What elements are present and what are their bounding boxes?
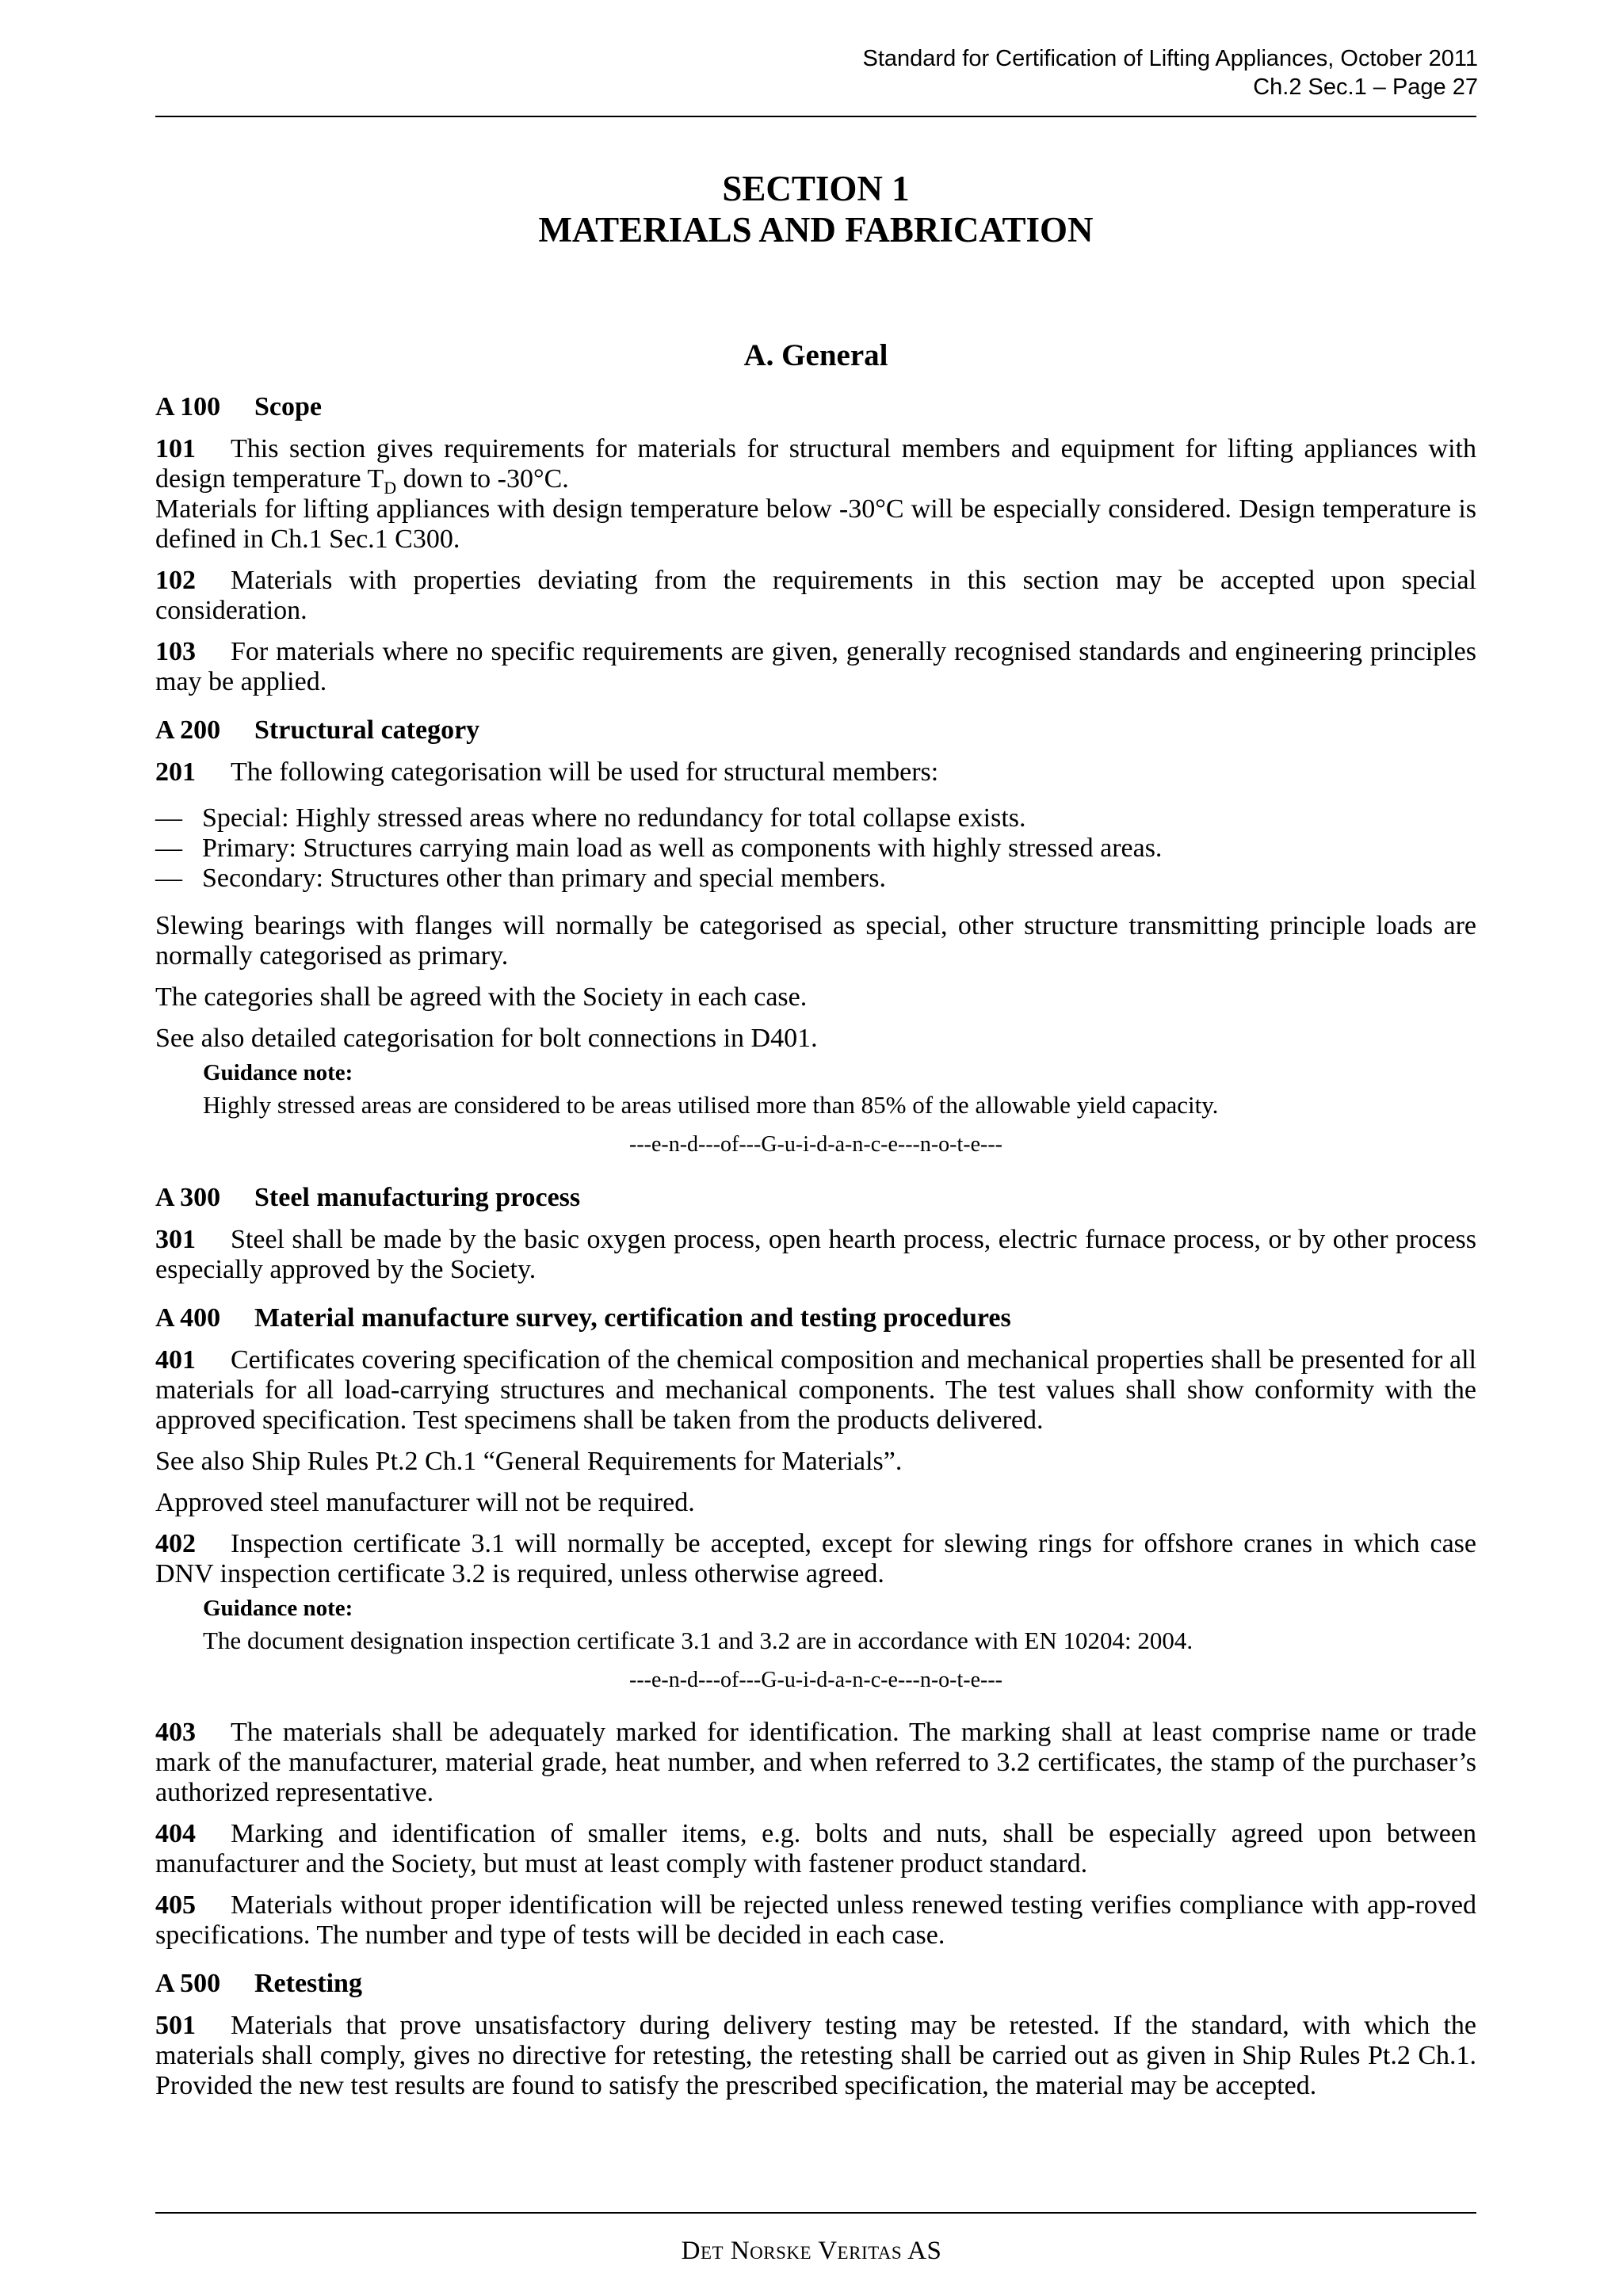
para-404: 404 Marking and identification of smaller items, e.g. bolts and nuts, shall be especially agreed upon between manufacturer and the Society, but must at least comply with fastener product standard. (155, 1819, 1476, 1878)
running-header (863, 44, 1478, 101)
para-301: 301 Steel shall be made by the basic oxygen process, open hearth process, electric furnace process, or by other process especially approved by the Society. (155, 1225, 1476, 1284)
guidance-note (203, 1058, 1476, 1158)
heading-a500: A 500 Retesting (155, 1969, 362, 1998)
para-402: 402 Inspection certificate 3.1 will normally be accepted, except for slewing rings for offshore cranes in which case DNV inspection certificate 3.2 is required, unless otherwise agreed. (155, 1529, 1476, 1589)
header-page-ref: Ch.2 Sec.1 – Page 27 (1253, 74, 1478, 100)
footer-publisher: Det Norske Veritas AS (681, 2237, 942, 2265)
guidance-end: ---e-n-d---of---G-u-i-d-a-n-c-e---n-o-t-e--- (629, 1132, 1002, 1157)
list-item: — Primary: Structures carrying main load as well as components with highly stressed areas. (155, 833, 1163, 863)
para-403: 403 The materials shall be adequately marked for identification. The marking shall at least comprise name or trade mark of the manufacturer, material grade, heat number, and when referred to 3.2 certificates, the stamp of the purchaser’s authorized representative. (155, 1718, 1476, 1807)
heading-a200: A 200 Structural category (155, 715, 480, 745)
para-201: 201 The following categorisation will be used for structural members: (155, 757, 939, 787)
para-text: See also detailed categorisation for bolt connections in D401. (155, 1024, 818, 1053)
para-text: The categories shall be agreed with the Society in each case. (155, 982, 808, 1012)
guidance-title: Guidance note: (203, 1060, 353, 1085)
para-405: 405 Materials without proper identification will be rejected unless renewed testing verifies compliance with app-roved specifications. The number and type of tests will be decided in each case. (155, 1890, 1476, 1950)
page-body (155, 168, 1476, 2112)
section-name: MATERIALS AND FABRICATION (538, 210, 1094, 250)
section-title (155, 168, 1476, 250)
para-text: See also Ship Rules Pt.2 Ch.1 “General Requirements for Materials”. (155, 1447, 903, 1476)
guidance-note (203, 1594, 1476, 1694)
list-item: — Secondary: Structures other than primary and special members. (155, 864, 886, 893)
subsection-title: A. General (743, 338, 888, 372)
list-item: — Special: Highly stressed areas where no redundancy for total collapse exists. (155, 803, 1026, 833)
header-rule (155, 116, 1476, 117)
para-401: 401 Certificates covering specification of the chemical composition and mechanical properties shall be presented for all materials for all load-carrying structures and mechanical components. The test values shall show conformity with the approved specification. Test specimens shall be taken from the products delivered. (155, 1345, 1476, 1435)
para-102: 102 Materials with properties deviating from the requirements in this section may be accepted upon special consideration. (155, 566, 1476, 625)
para-101: 101 This section gives requirements for materials for structural members and equipment for lifting appliances with design temperature $T_D$ down to -30°C. Materials for lifting appliances with design temperature below -30°C will be especially considered. Design temperature is defined in Ch.1 Sec.1 C300. (155, 434, 1476, 554)
guidance-end: ---e-n-d---of---G-u-i-d-a-n-c-e---n-o-t-e--- (629, 1668, 1002, 1692)
header-title: Standard for Certification of Lifting Appliances, October 2011 (862, 46, 1478, 71)
guidance-title: Guidance note: (203, 1596, 353, 1621)
heading-a100: A 100 Scope (155, 392, 322, 421)
footer-rule (155, 2212, 1476, 2214)
para-501: 501 Materials that prove unsatisfactory during delivery testing may be retested. If the standard, with which the materials shall comply, gives no directive for retesting, the retesting shall be carried out as given in Ship Rules Pt.2 Ch.1. Provided the new test results are found to satisfy the prescribed specification, the material may be accepted. (155, 2011, 1476, 2100)
guidance-text: Highly stressed areas are considered to be areas utilised more than 85% of the allowable yield capacity. (203, 1091, 1219, 1119)
section-number: SECTION 1 (722, 169, 910, 208)
heading-a300: A 300 Steel manufacturing process (155, 1183, 581, 1212)
guidance-text: The document designation inspection certificate 3.1 and 3.2 are in accordance with EN 10204: 2004. (203, 1627, 1193, 1654)
heading-a400: A 400 Material manufacture survey, certification and testing procedures (155, 1303, 1011, 1333)
category-list (155, 803, 1476, 894)
para-text: Slewing bearings with flanges will normally be categorised as special, other structure transmitting principle loads are normally categorised as primary. (155, 911, 1476, 971)
para-text: Approved steel manufacturer will not be required. (155, 1488, 695, 1517)
para-103: 103 For materials where no specific requirements are given, generally recognised standards and engineering principles may be applied. (155, 637, 1476, 696)
